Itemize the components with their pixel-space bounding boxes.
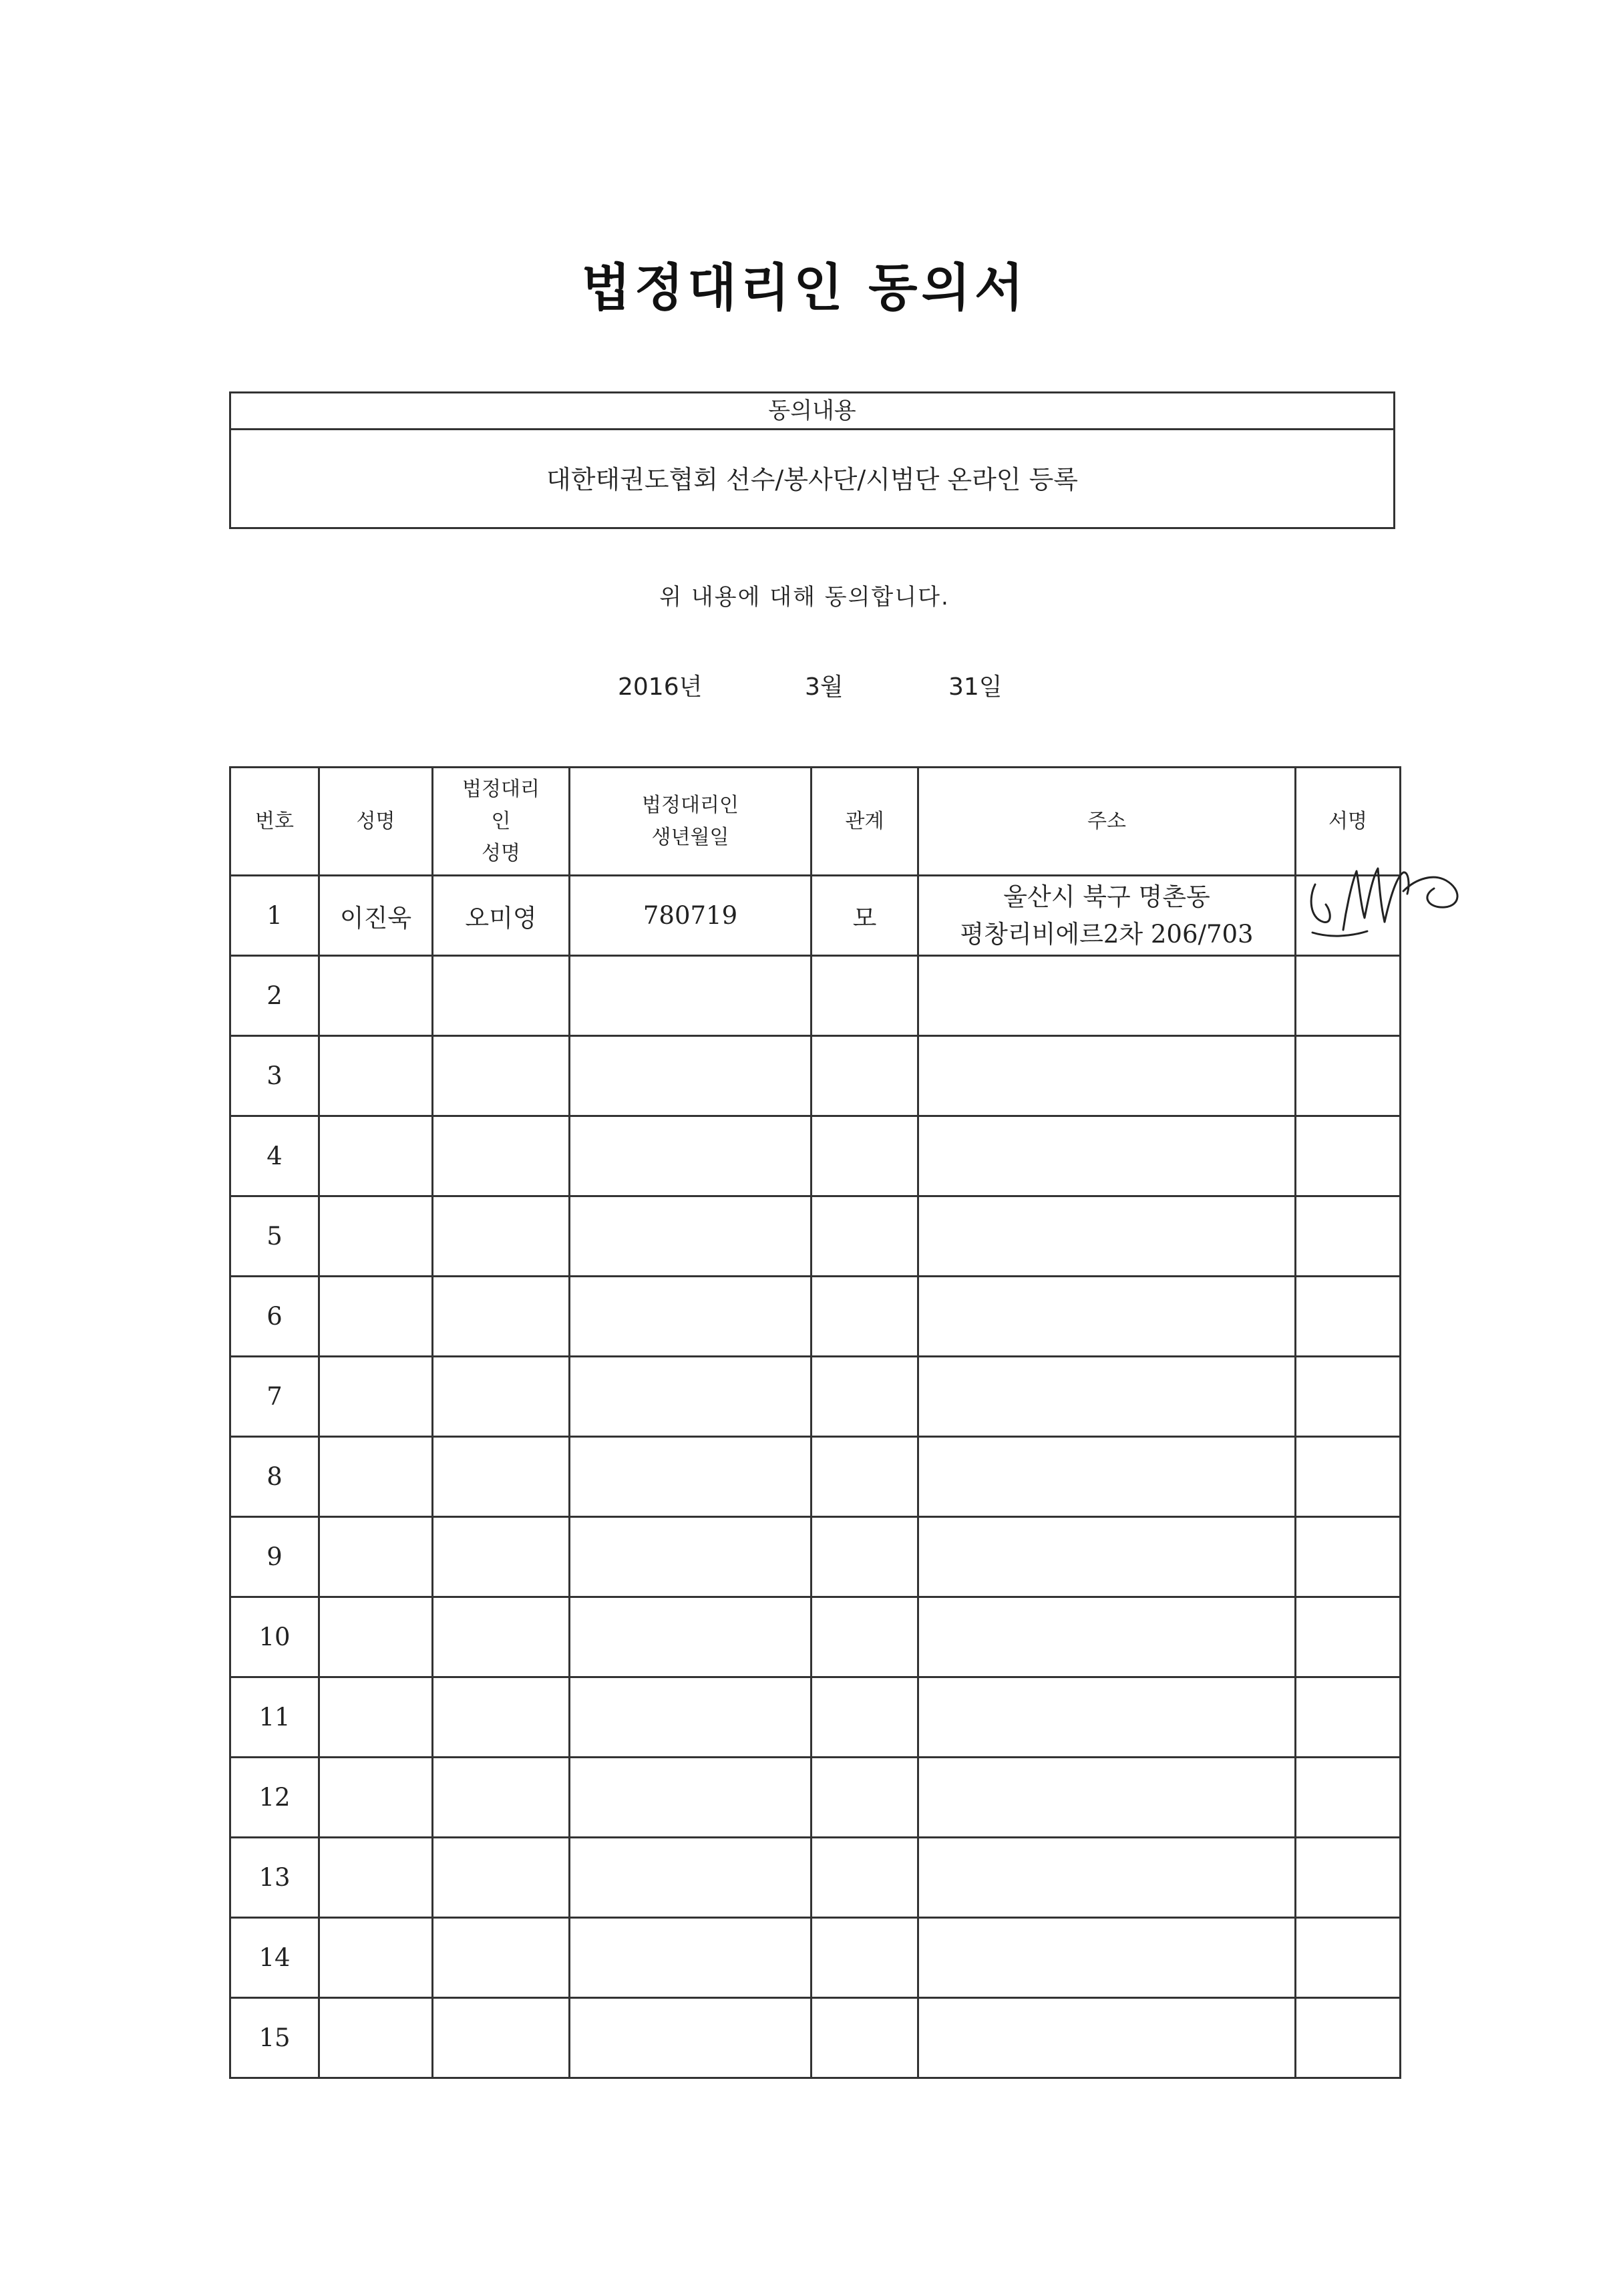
registration-table (229, 766, 1401, 2079)
row-address (918, 1116, 1296, 1196)
row-number: 5 (230, 1196, 319, 1277)
row-name (319, 1437, 433, 1517)
row-number: 9 (230, 1517, 319, 1597)
header-relation: 관계 (812, 768, 918, 876)
row-address (918, 1597, 1296, 1677)
row-guardian-birth (570, 1036, 812, 1116)
row-guardian-name (433, 1036, 570, 1116)
row-address (918, 1357, 1296, 1437)
row-relation (812, 1517, 918, 1597)
header-guardian-name-line3: 성명 (482, 841, 520, 865)
row-guardian-birth (570, 1196, 812, 1277)
date-month: 3월 (805, 673, 844, 701)
row-signature (1296, 1357, 1401, 1437)
row-name (319, 1277, 433, 1357)
row-signature (1296, 1517, 1401, 1597)
table-row (230, 1277, 1401, 1357)
row-relation (812, 1116, 918, 1196)
row-relation (812, 1597, 918, 1677)
row-guardian-name (433, 1758, 570, 1838)
row-guardian-name (433, 1838, 570, 1918)
row-address (918, 1758, 1296, 1838)
row-guardian-name (433, 1677, 570, 1758)
row-guardian-birth: 780719 (570, 876, 812, 956)
agree-statement: 위 내용에 대해 동의합니다. (659, 584, 950, 611)
row-number: 3 (230, 1036, 319, 1116)
row-guardian-birth (570, 1437, 812, 1517)
table-row (230, 1597, 1401, 1677)
row-relation (812, 1277, 918, 1357)
row-name (319, 1758, 433, 1838)
row-name (319, 1677, 433, 1758)
row-name (319, 1918, 433, 1998)
row-relation (812, 1838, 918, 1918)
row-address (918, 1998, 1296, 2078)
row-guardian-birth (570, 1918, 812, 1998)
row-number: 14 (230, 1918, 319, 1998)
table-row (230, 1437, 1401, 1517)
date-row (0, 668, 1609, 701)
row-guardian-name (433, 1277, 570, 1357)
row-signature (1296, 1437, 1401, 1517)
row-signature (1296, 1036, 1401, 1116)
row-signature (1296, 876, 1401, 956)
header-guardian-name-line1: 법정대리 (462, 777, 540, 801)
row-guardian-name (433, 1918, 570, 1998)
row-name (319, 956, 433, 1036)
row-name (319, 1357, 433, 1437)
row-number: 15 (230, 1998, 319, 2078)
row-guardian-birth (570, 1597, 812, 1677)
header-address: 주소 (918, 768, 1296, 876)
table-row (230, 1758, 1401, 1838)
header-guardian-birth-line2: 생년월일 (651, 825, 729, 849)
row-name (319, 1998, 433, 2078)
row-relation (812, 1437, 918, 1517)
row-name (319, 1196, 433, 1277)
row-relation: 모 (812, 876, 918, 956)
row-name (319, 1116, 433, 1196)
row-name (319, 1838, 433, 1918)
table-row (230, 956, 1401, 1036)
row-guardian-birth (570, 1998, 812, 2078)
row-guardian-name (433, 1196, 570, 1277)
table-row (230, 876, 1401, 956)
row-address (918, 1196, 1296, 1277)
row-relation (812, 1036, 918, 1116)
table-row (230, 1196, 1401, 1277)
row-relation (812, 1677, 918, 1758)
row-address (918, 1918, 1296, 1998)
row-relation (812, 1357, 918, 1437)
row-address (918, 876, 1296, 956)
table-header-row (230, 768, 1401, 876)
row-guardian-birth (570, 1758, 812, 1838)
row-signature (1296, 1998, 1401, 2078)
consent-content-box (229, 391, 1395, 529)
consent-body: 대한태권도협회 선수/봉사단/시범단 온라인 등록 (546, 465, 1078, 494)
table-row (230, 1677, 1401, 1758)
row-relation (812, 1758, 918, 1838)
row-number: 1 (230, 876, 319, 956)
header-guardian-name-line2: 인 (491, 809, 511, 833)
row-guardian-birth (570, 1357, 812, 1437)
row-guardian-name (433, 1357, 570, 1437)
row-guardian-birth (570, 1838, 812, 1918)
row-number: 4 (230, 1116, 319, 1196)
row-number: 7 (230, 1357, 319, 1437)
row-guardian-birth (570, 1677, 812, 1758)
row-guardian-birth (570, 1277, 812, 1357)
row-number: 2 (230, 956, 319, 1036)
row-relation (812, 1196, 918, 1277)
row-signature (1296, 1196, 1401, 1277)
table-row (230, 1918, 1401, 1998)
row-address (918, 1838, 1296, 1918)
row-name (319, 1517, 433, 1597)
row-guardian-name (433, 1998, 570, 2078)
row-name (319, 1036, 433, 1116)
header-guardian-name (433, 768, 570, 876)
row-guardian-birth (570, 956, 812, 1036)
page-title: 법정대리인 동의서 (581, 258, 1028, 317)
header-guardian-birth-line1: 법정대리인 (642, 793, 739, 817)
row-signature (1296, 1116, 1401, 1196)
row-signature (1296, 1758, 1401, 1838)
row-guardian-name (433, 956, 570, 1036)
row-address (918, 1677, 1296, 1758)
row-number: 13 (230, 1838, 319, 1918)
date-day: 31일 (948, 673, 1003, 701)
row-number: 11 (230, 1677, 319, 1758)
row-guardian-name (433, 1597, 570, 1677)
row-address (918, 956, 1296, 1036)
row-number: 8 (230, 1437, 319, 1517)
row-relation (812, 1998, 918, 2078)
row-address-line2: 평창리비에르2차 206/703 (960, 919, 1254, 949)
row-address (918, 1517, 1296, 1597)
table-row (230, 1517, 1401, 1597)
row-signature (1296, 1597, 1401, 1677)
handwritten-signature (1303, 858, 1477, 971)
row-guardian-name (433, 1437, 570, 1517)
row-address-line1: 울산시 북구 명촌동 (1003, 882, 1210, 911)
row-guardian-birth (570, 1116, 812, 1196)
row-name (319, 1597, 433, 1677)
row-relation (812, 1918, 918, 1998)
row-address (918, 1277, 1296, 1357)
table-row (230, 1116, 1401, 1196)
row-guardian-birth (570, 1517, 812, 1597)
row-signature (1296, 1677, 1401, 1758)
row-number: 12 (230, 1758, 319, 1838)
table-row (230, 1357, 1401, 1437)
header-signature: 서명 (1296, 768, 1401, 876)
row-number: 10 (230, 1597, 319, 1677)
row-address (918, 1036, 1296, 1116)
row-guardian-name (433, 1517, 570, 1597)
table-row (230, 1036, 1401, 1116)
row-name: 이진욱 (319, 876, 433, 956)
consent-header: 동의내용 (231, 393, 1393, 430)
row-signature (1296, 1277, 1401, 1357)
row-guardian-name: 오미영 (433, 876, 570, 956)
header-name: 성명 (319, 768, 433, 876)
row-number: 6 (230, 1277, 319, 1357)
row-signature (1296, 1918, 1401, 1998)
row-relation (812, 956, 918, 1036)
row-address (918, 1437, 1296, 1517)
header-guardian-birth (570, 768, 812, 876)
row-signature (1296, 1838, 1401, 1918)
table-row (230, 1838, 1401, 1918)
row-guardian-name (433, 1116, 570, 1196)
header-number: 번호 (230, 768, 319, 876)
table-row (230, 1998, 1401, 2078)
date-year: 2016년 (618, 673, 703, 701)
